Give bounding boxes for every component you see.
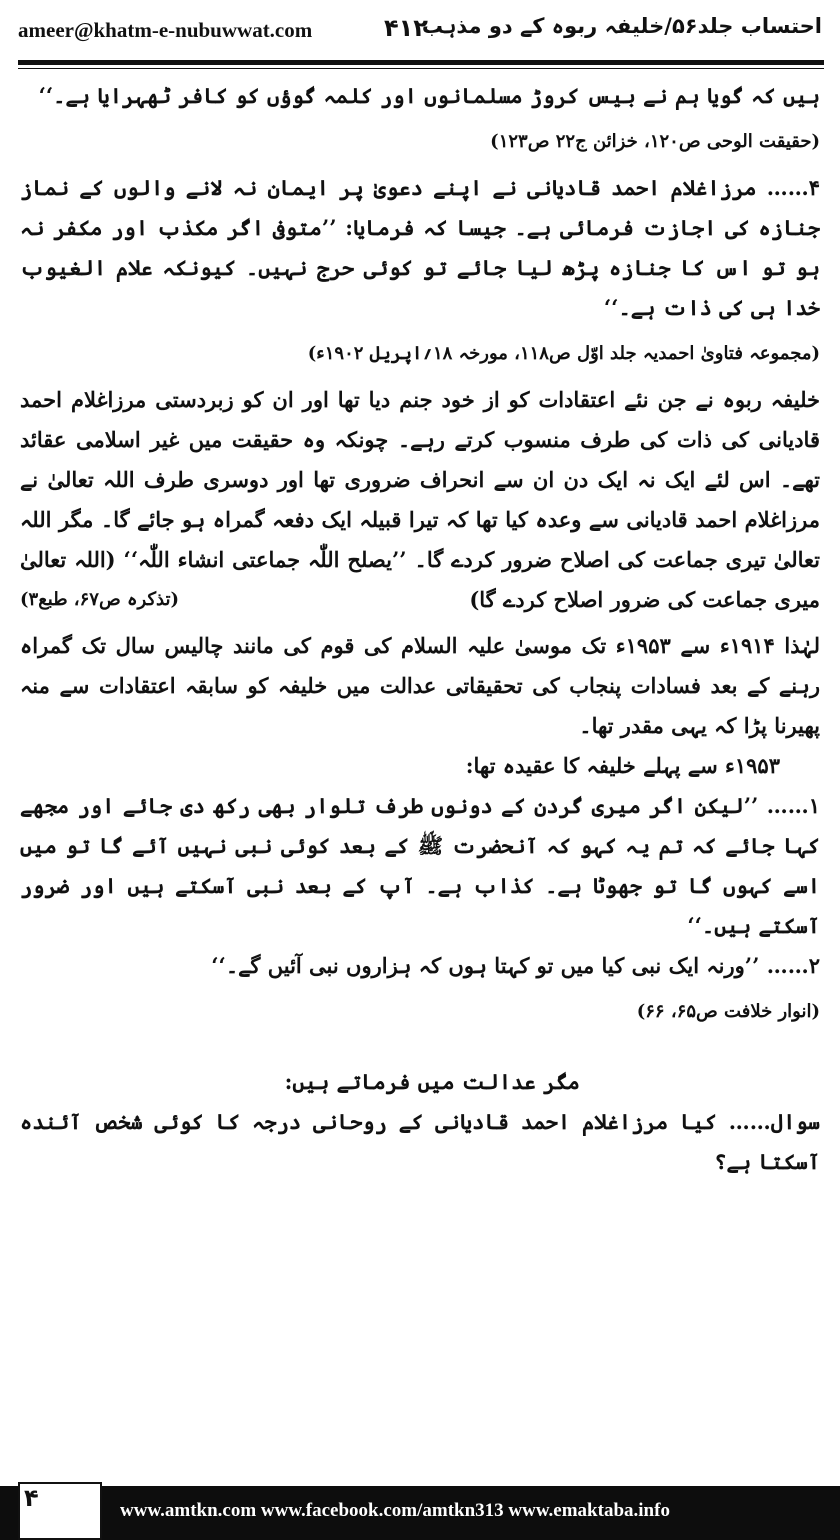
paragraph-3: خلیفہ ربوہ نے جن نئے اعتقادات کو از خود جنم دیا تھا اور ان کو زبردستی مرزاغلام احمد قادیانی کی ذات کی طرف منسوب کرتے رہے۔ چونکہ وہ حقیقت میں غیر اسلامی عقائد تھے۔ اس لئے ایک نہ ایک دن ان سے انحراف ضروری تھا اور دوسری طرف اللہ تعالیٰ نے مرزاغلام احمد قادیانی سے وعدہ کیا تھا کہ تیرا قبیلہ ایک دفعہ گمراہ ہو جائے گا۔ مگر اللہ تعالیٰ تیری جماعت کی اصلاح ضرور کردے گا۔ ’’یصلح اللّٰہ جماعتی انشاء اللّٰہ‘‘ (اللہ تعالیٰ میری جماعت کی ضرور اصلاح کردے گا) xyxy=(20,387,820,612)
paragraph-5: ۱۹۵۳ء سے پہلے خلیفہ کا عقیدہ تھا: xyxy=(465,753,780,778)
paragraph-7: ۲…… ’’ورنہ ایک نبی کیا میں تو کہتا ہوں کہ ہزاروں نبی آئیں گے۔‘‘ xyxy=(211,953,820,978)
paragraph-6: ۱…… ’’لیکن اگر میری گردن کے دونوں طرف تلوار بھی رکھ دی جائے اور مجھے کہا جائے کہ تم یہ کہو کہ آنحضرت ﷺ کے بعد کوئی نبی نہیں آئے گا تو میں اسے کہوں گا تو جھوٹا ہے۔ کذاب ہے۔ آپ کے بعد نبی آسکتے ہیں اور ضرور آسکتے ہیں۔‘‘ xyxy=(20,793,820,938)
paragraph-9: سوال…… کیا مرزاغلام احمد قادیانی کے روحانی درجہ کا کوئی شخص آئندہ آسکتا ہے؟ xyxy=(20,1109,820,1174)
footer-page-marker: ۴ xyxy=(24,1484,39,1512)
paragraph-2: ۴…… مرزاغلام احمد قادیانی نے اپنے دعویٰ پر ایمان نہ لانے والوں کے نماز جنازہ کی اجازت فرمائی ہے۔ جیسا کہ فرمایا: ’’متوفی اگر مکذب اور مکفر نہ ہو تو اس کا جنازہ پڑھ لیا جائے تو کوئی حرج نہیں۔ کیونکہ علام الغیوب خدا ہی کی ذات ہے۔‘‘ xyxy=(20,175,820,320)
reference-3: (تذکرہ ص۶۷، طبع۳) xyxy=(20,589,180,610)
header-title: احتساب جلد۵۶/خلیفہ ربوہ کے دو مذہب xyxy=(421,14,822,38)
page-header xyxy=(0,0,840,60)
reference-2: (مجموعہ فتاویٰ احمدیہ جلد اوّل ص۱۱۸، مورخہ ۱۸؍اپریل ۱۹۰۲ء) xyxy=(307,343,820,364)
header-email: ameer@khatm-e-nubuwwat.com xyxy=(18,18,313,42)
page-body xyxy=(20,76,820,1446)
footer-urls: www.amtkn.com www.facebook.com/amtkn313 www.emaktaba.info xyxy=(120,1500,670,1521)
reference-1: (حقیقت الوحی ص۱۲۰، خزائن ج۲۲ ص۱۲۳) xyxy=(490,131,820,152)
header-page-number: ۴۱۲ xyxy=(384,14,428,42)
header-rule xyxy=(18,60,824,65)
paragraph-8: مگر عدالت میں فرماتے ہیں: xyxy=(284,1069,580,1094)
reference-4: (انوار خلافت ص۶۵، ۶۶) xyxy=(636,1001,820,1022)
paragraph-4: لہٰذا ۱۹۱۴ء سے ۱۹۵۳ء تک موسیٰ علیہ السلام کی قوم کی مانند چالیس سال تک گمراہ رہنے کے بعد فسادات پنجاب کی تحقیقاتی عدالت میں خلیفہ کو سابقہ اعتقادات سے منہ پھیرنا پڑا کہ یہی مقدر تھا۔ xyxy=(20,633,820,738)
header-rule-thin xyxy=(18,68,824,69)
paragraph-1: ہیں کہ گویا ہم نے بیس کروڑ مسلمانوں اور کلمہ گوؤں کو کافر ٹھہرایا ہے۔‘‘ xyxy=(38,83,820,108)
spacer xyxy=(20,1038,820,1062)
